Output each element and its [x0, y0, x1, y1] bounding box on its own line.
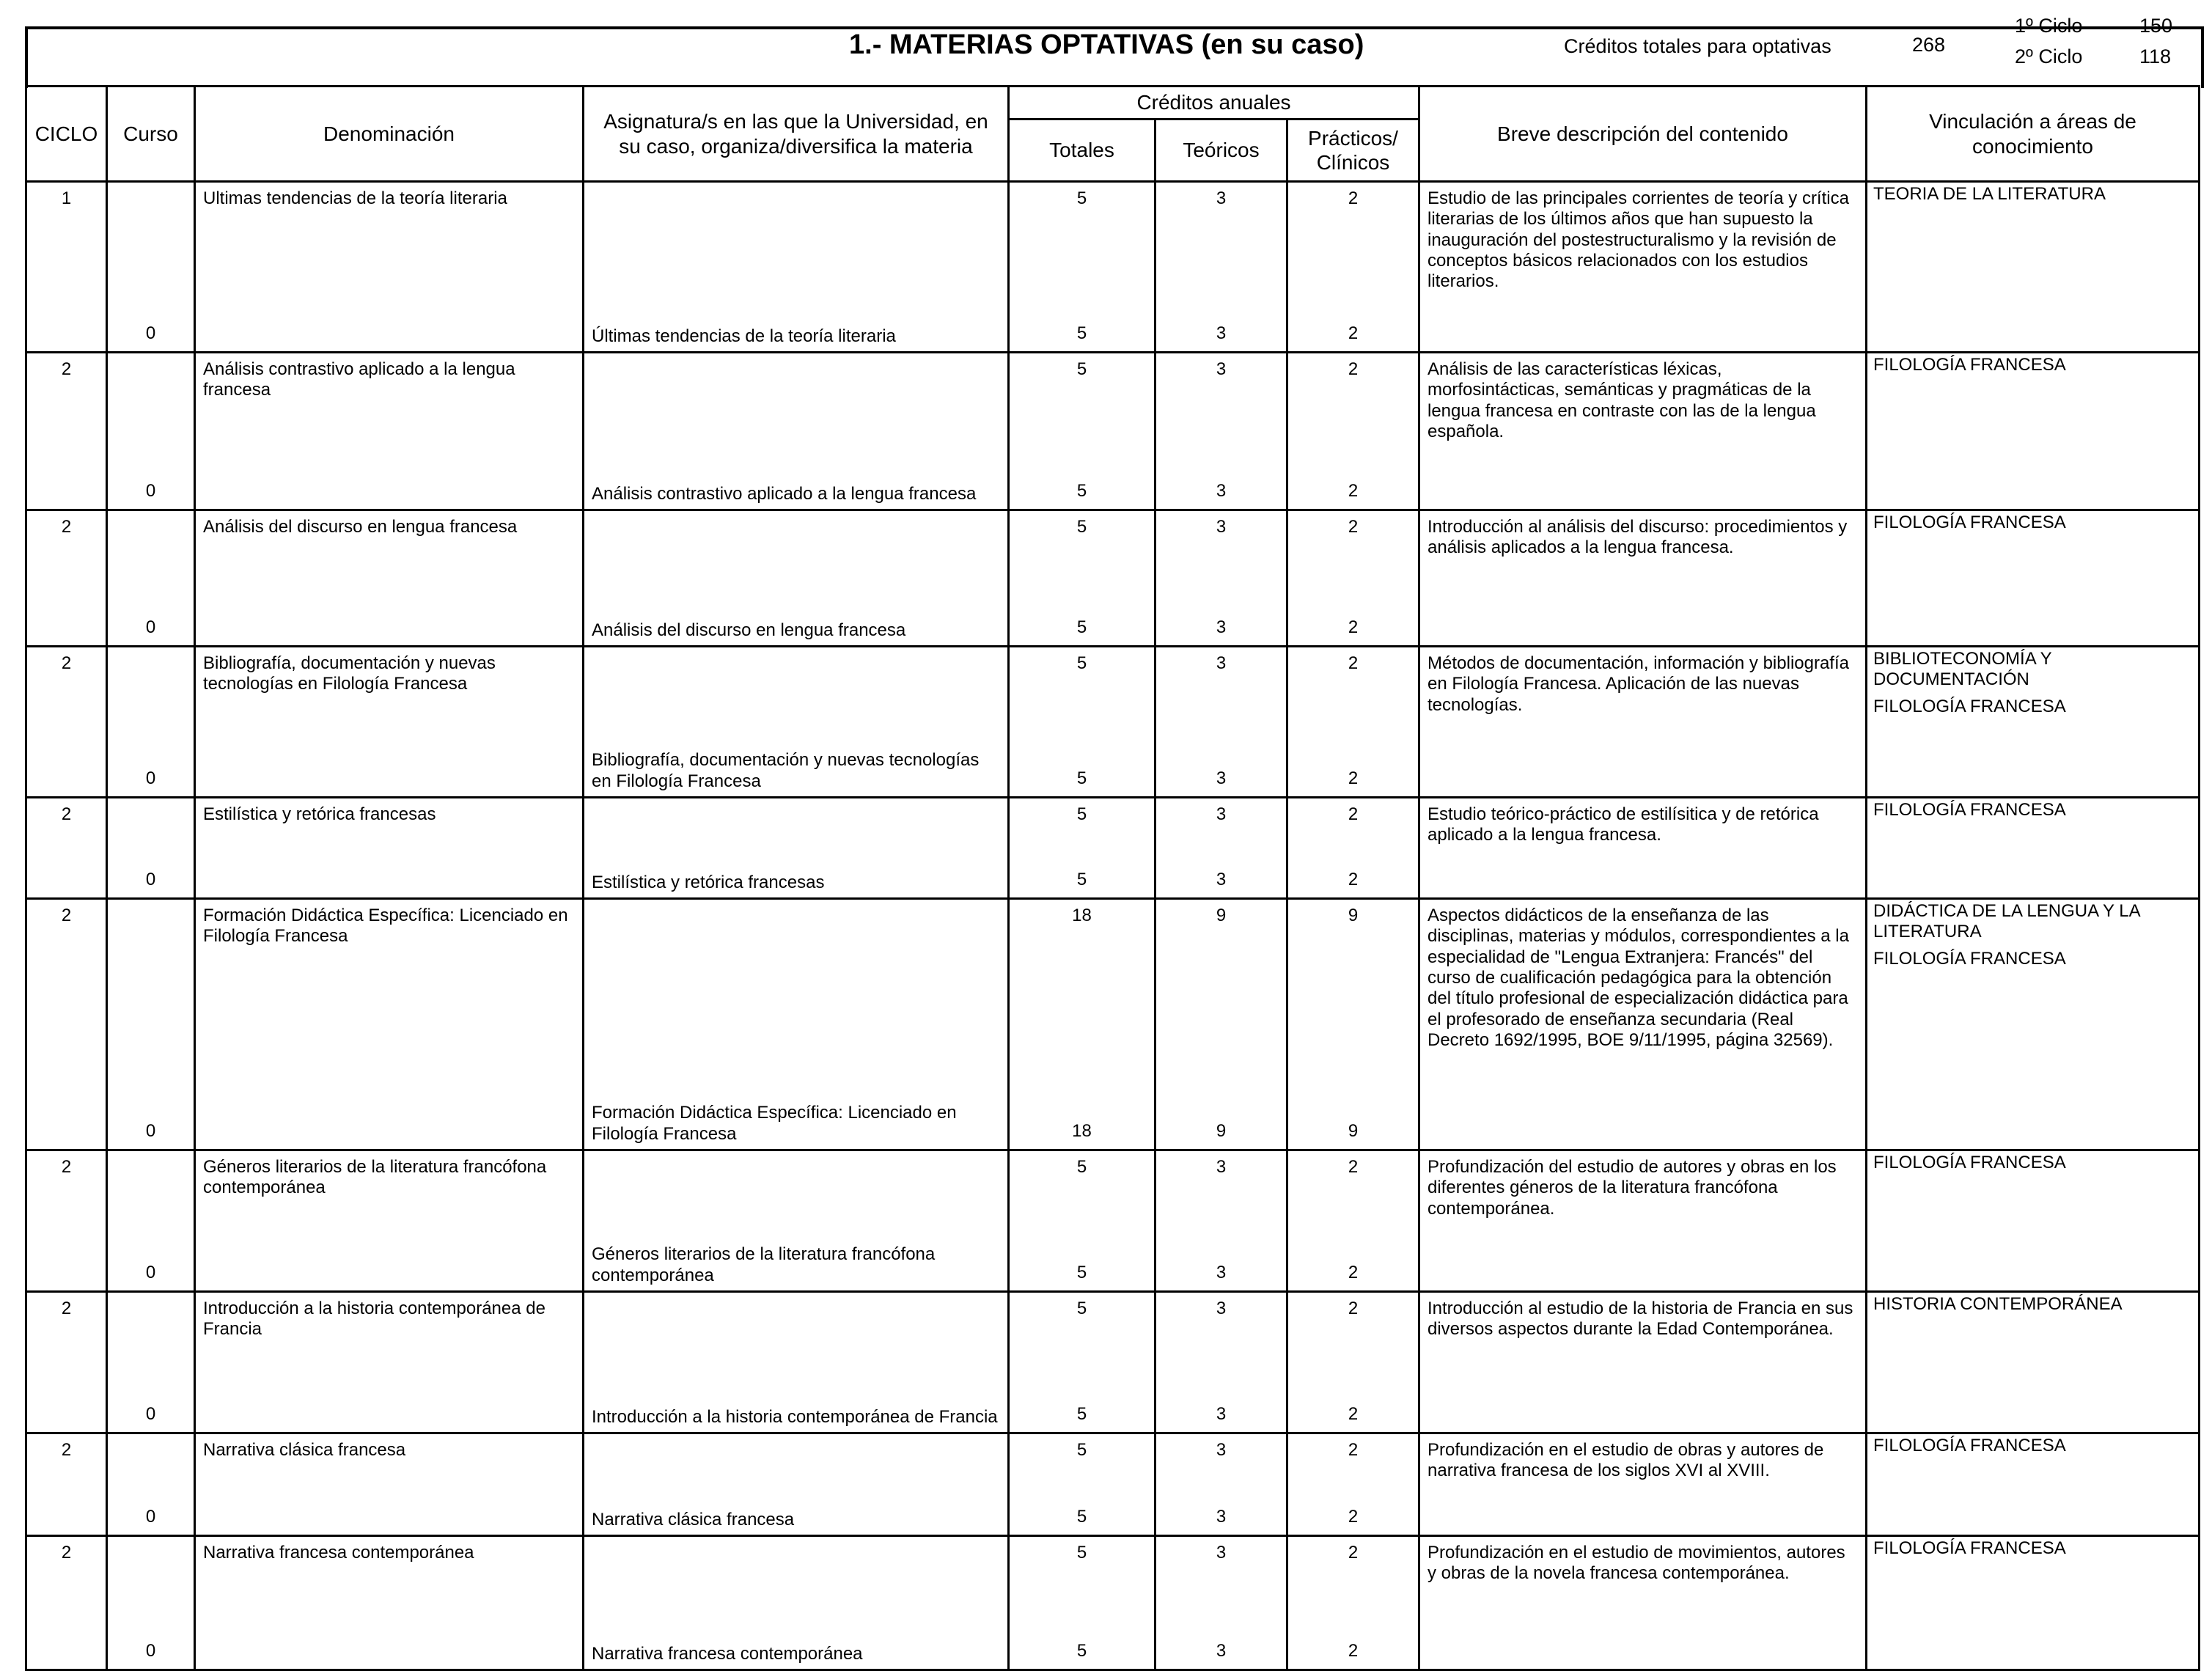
denominacion-text: Narrativa clásica francesa	[203, 1440, 406, 1460]
teoricos-value: 3	[1216, 1543, 1227, 1562]
curso-value: 0	[145, 323, 156, 343]
descripcion-cell	[1419, 182, 1867, 353]
area-primary: BIBLIOTECONOMÍA Y DOCUMENTACIÓN	[1873, 649, 2052, 690]
teoricos-value: 3	[1216, 804, 1227, 824]
totales-value: 5	[1076, 359, 1087, 379]
descripcion-text: Introducción al estudio de la historia de Francia en sus diversos aspectos durante la Edad Contemporánea.	[1427, 1299, 1853, 1340]
denominacion-cell	[195, 1433, 584, 1536]
col-curso: Curso	[107, 87, 195, 182]
col-ciclo: CICLO	[26, 87, 107, 182]
col-totales: Totales	[1009, 120, 1155, 182]
asig-teoricos-value: 3	[1216, 1262, 1227, 1282]
table-row	[26, 899, 2200, 1150]
ciclo-cell	[26, 353, 107, 510]
area-primary: HISTORIA CONTEMPORÁNEA	[1873, 1294, 2123, 1314]
asignatura-cell	[584, 182, 1009, 353]
totales-value: 5	[1076, 804, 1087, 824]
area-text	[1873, 355, 2192, 381]
curso-cell	[107, 1150, 195, 1292]
asig-totales-value: 5	[1076, 869, 1087, 889]
teoricos-value: 3	[1216, 188, 1227, 208]
practicos-cell	[1287, 1292, 1419, 1433]
area-text	[1873, 1538, 2192, 1565]
descripcion-cell	[1419, 1433, 1867, 1536]
descripcion-cell	[1419, 1536, 1867, 1670]
totales-value: 5	[1076, 1543, 1087, 1562]
curso-value: 0	[145, 1120, 156, 1141]
totales-cell	[1009, 647, 1155, 798]
asignatura-cell	[584, 798, 1009, 899]
area-text	[1873, 513, 2192, 539]
curso-cell	[107, 182, 195, 353]
ciclo-value: 2	[61, 1299, 72, 1318]
curso-cell	[107, 510, 195, 647]
asignatura-text: Últimas tendencias de la teoría literaria	[592, 326, 896, 346]
teoricos-cell	[1155, 1536, 1287, 1670]
practicos-value: 2	[1348, 1157, 1359, 1177]
asig-totales-value: 5	[1076, 1403, 1087, 1424]
teoricos-value: 3	[1216, 1157, 1227, 1177]
descripcion-cell	[1419, 510, 1867, 647]
ciclo-cell	[26, 182, 107, 353]
asig-teoricos-value: 3	[1216, 323, 1227, 343]
teoricos-value: 3	[1216, 359, 1227, 379]
curso-value: 0	[145, 869, 156, 889]
ciclo-cell	[26, 647, 107, 798]
asignatura-text: Narrativa francesa contemporánea	[592, 1643, 863, 1664]
asig-totales-value: 5	[1076, 480, 1087, 501]
cycle2-value: 118	[2139, 45, 2172, 67]
teoricos-value: 3	[1216, 653, 1227, 673]
denominacion-text: Introducción a la historia contemporánea de Francia	[203, 1299, 545, 1340]
curso-cell	[107, 1536, 195, 1670]
vinculacion-cell	[1867, 899, 2200, 1150]
ciclo-value: 1	[61, 188, 72, 208]
practicos-cell	[1287, 647, 1419, 798]
teoricos-cell	[1155, 798, 1287, 899]
col-practicos: Prácticos/ Clínicos	[1287, 120, 1419, 182]
table-row	[26, 798, 2200, 899]
asig-totales-value: 5	[1076, 768, 1087, 788]
asig-totales-value: 5	[1076, 1262, 1087, 1282]
teoricos-cell	[1155, 353, 1287, 510]
ciclo-value: 2	[61, 1440, 72, 1460]
asig-practicos-value: 2	[1348, 869, 1359, 889]
practicos-value: 2	[1348, 1299, 1359, 1318]
descripcion-cell	[1419, 899, 1867, 1150]
area-text	[1873, 1153, 2192, 1179]
asignatura-cell	[584, 1536, 1009, 1670]
asig-totales-value: 5	[1076, 1640, 1087, 1661]
asig-totales-value: 5	[1076, 1506, 1087, 1527]
practicos-value: 2	[1348, 517, 1359, 537]
asignatura-cell	[584, 1433, 1009, 1536]
area-primary: FILOLOGÍA FRANCESA	[1873, 1538, 2066, 1558]
denominacion-cell	[195, 647, 584, 798]
ciclo-cell	[26, 899, 107, 1150]
asig-practicos-value: 2	[1348, 1640, 1359, 1661]
descripcion-text: Profundización del estudio de autores y obras en los diferentes géneros de la literatura francófona contemporánea.	[1427, 1157, 1837, 1219]
asignatura-text: Análisis contrastivo aplicado a la lengua francesa	[592, 483, 977, 504]
asig-teoricos-value: 9	[1216, 1120, 1227, 1141]
document-page	[25, 15, 2202, 1664]
descripcion-cell	[1419, 647, 1867, 798]
curso-cell	[107, 353, 195, 510]
table-row	[26, 510, 2200, 647]
ciclo-value: 2	[61, 359, 72, 379]
asignatura-text: Géneros literarios de la literatura francófona contemporánea	[592, 1244, 936, 1285]
curso-cell	[107, 1433, 195, 1536]
descripcion-cell	[1419, 798, 1867, 899]
curso-value: 0	[145, 768, 156, 788]
asignatura-cell	[584, 647, 1009, 798]
vinculacion-cell	[1867, 1292, 2200, 1433]
curso-cell	[107, 899, 195, 1150]
totales-cell	[1009, 182, 1155, 353]
asignatura-cell	[584, 1150, 1009, 1292]
teoricos-cell	[1155, 647, 1287, 798]
asig-totales-value: 5	[1076, 323, 1087, 343]
curso-value: 0	[145, 480, 156, 501]
asig-practicos-value: 2	[1348, 1262, 1359, 1282]
descripcion-text: Métodos de documentación, información y bibliografía en Filología Francesa. Aplicación de las nuevas tecnologías.	[1427, 653, 1849, 715]
practicos-value: 2	[1348, 804, 1359, 824]
asig-teoricos-value: 3	[1216, 1403, 1227, 1424]
vinculacion-cell	[1867, 1536, 2200, 1670]
totales-value: 5	[1076, 188, 1087, 208]
table-row	[26, 1292, 2200, 1433]
col-creditos: Créditos anuales	[1009, 87, 1419, 120]
denominacion-text: Géneros literarios de la literatura francófona contemporánea	[203, 1157, 547, 1198]
curso-value: 0	[145, 1262, 156, 1282]
totales-value: 5	[1076, 1299, 1087, 1318]
denominacion-cell	[195, 182, 584, 353]
practicos-cell	[1287, 510, 1419, 647]
ciclo-cell	[26, 1536, 107, 1670]
area-text	[1873, 800, 2192, 826]
curso-cell	[107, 798, 195, 899]
asig-practicos-value: 2	[1348, 323, 1359, 343]
ciclo-cell	[26, 798, 107, 899]
practicos-cell	[1287, 182, 1419, 353]
denominacion-text: Bibliografía, documentación y nuevas tecnologías en Filología Francesa	[203, 653, 496, 694]
table-row	[26, 1536, 2200, 1670]
descripcion-cell	[1419, 353, 1867, 510]
col-descripcion: Breve descripción del contenido	[1419, 87, 1867, 182]
practicos-cell	[1287, 1536, 1419, 1670]
denominacion-cell	[195, 798, 584, 899]
descripcion-text: Profundización en el estudio de obras y autores de narrativa francesa de los siglos XVI al XVIII.	[1427, 1440, 1824, 1481]
vinculacion-cell	[1867, 510, 2200, 647]
col-vinculacion: Vinculación a áreas de conocimiento	[1867, 87, 2200, 182]
practicos-value: 9	[1348, 906, 1359, 925]
asignatura-cell	[584, 510, 1009, 647]
table-row	[26, 1150, 2200, 1292]
area-text	[1873, 1294, 2192, 1321]
denominacion-cell	[195, 1536, 584, 1670]
area-primary: FILOLOGÍA FRANCESA	[1873, 1436, 2066, 1455]
ciclo-cell	[26, 510, 107, 647]
asig-practicos-value: 2	[1348, 480, 1359, 501]
teoricos-cell	[1155, 182, 1287, 353]
area-text	[1873, 649, 2192, 717]
asig-totales-value: 5	[1076, 617, 1087, 637]
vinculacion-cell	[1867, 647, 2200, 798]
asig-practicos-value: 2	[1348, 1506, 1359, 1527]
cycle2-label: 2º Ciclo	[2015, 45, 2083, 67]
totales-value: 5	[1076, 1157, 1087, 1177]
denominacion-text: Estilística y retórica francesas	[203, 804, 436, 824]
totales-value: 5	[1076, 653, 1087, 673]
area-text	[1873, 901, 2192, 969]
teoricos-value: 3	[1216, 517, 1227, 537]
teoricos-cell	[1155, 1433, 1287, 1536]
practicos-cell	[1287, 1150, 1419, 1292]
asig-teoricos-value: 3	[1216, 768, 1227, 788]
area-primary: FILOLOGÍA FRANCESA	[1873, 513, 2066, 532]
practicos-cell	[1287, 353, 1419, 510]
ciclo-value: 2	[61, 1157, 72, 1177]
ciclo-cell	[26, 1292, 107, 1433]
table-row	[26, 182, 2200, 353]
title-bar	[25, 15, 2204, 88]
ciclo-value: 2	[61, 906, 72, 925]
asignatura-cell	[584, 1292, 1009, 1433]
asig-teoricos-value: 3	[1216, 1506, 1227, 1527]
descripcion-text: Estudio teórico-práctico de estilísitica y de retórica aplicado a la lengua francesa.	[1427, 804, 1819, 845]
denominacion-cell	[195, 899, 584, 1150]
totales-cell	[1009, 510, 1155, 647]
table-row	[26, 647, 2200, 798]
cycle1-label: 1º Ciclo	[2015, 15, 2083, 37]
area-primary: TEORIA DE LA LITERATURA	[1873, 184, 2106, 204]
vinculacion-cell	[1867, 353, 2200, 510]
ciclo-value: 2	[61, 1543, 72, 1562]
ciclo-value: 2	[61, 517, 72, 537]
ciclo-cell	[26, 1150, 107, 1292]
asignatura-cell	[584, 899, 1009, 1150]
area-text	[1873, 184, 2192, 210]
teoricos-value: 3	[1216, 1440, 1227, 1460]
totales-cell	[1009, 353, 1155, 510]
totales-cell	[1009, 1536, 1155, 1670]
practicos-cell	[1287, 899, 1419, 1150]
totales-value: 5	[1076, 517, 1087, 537]
descripcion-cell	[1419, 1150, 1867, 1292]
area-secondary: FILOLOGÍA FRANCESA	[1873, 948, 2066, 969]
totales-value: 5	[1076, 1440, 1087, 1460]
total-credits-value: 268	[1912, 34, 1946, 56]
area-primary: FILOLOGÍA FRANCESA	[1873, 1153, 2066, 1172]
denominacion-cell	[195, 353, 584, 510]
asig-practicos-value: 9	[1348, 1120, 1359, 1141]
asignatura-text: Análisis del discurso en lengua francesa	[592, 620, 906, 640]
denominacion-text: Ultimas tendencias de la teoría literaria	[203, 188, 507, 208]
totales-cell	[1009, 899, 1155, 1150]
vinculacion-cell	[1867, 1150, 2200, 1292]
denominacion-cell	[195, 1292, 584, 1433]
page-title: 1.- MATERIAS OPTATIVAS (en su caso)	[849, 29, 1364, 60]
asig-practicos-value: 2	[1348, 1403, 1359, 1424]
table-row	[26, 1433, 2200, 1536]
asig-practicos-value: 2	[1348, 617, 1359, 637]
area-primary: FILOLOGÍA FRANCESA	[1873, 355, 2066, 375]
denominacion-text: Análisis del discurso en lengua francesa	[203, 517, 518, 537]
totales-cell	[1009, 1433, 1155, 1536]
optativas-table	[25, 85, 2200, 1671]
asignatura-text: Introducción a la historia contemporánea de Francia	[592, 1406, 998, 1427]
descripcion-text: Aspectos didácticos de la enseñanza de las disciplinas, materias y módulos, correspondientes a la especialidad de "Lengua Extranjera: Francés" del curso de cualificación pedagógica para la obtención del título profesional de especialización didáctica para el profesorado de enseñanza secundaria (Real Decreto 1692/1995, BOE 9/11/1995, página 32569).	[1427, 906, 1849, 1050]
asignatura-cell	[584, 353, 1009, 510]
practicos-value: 2	[1348, 653, 1359, 673]
total-credits-label: Créditos totales para optativas	[1564, 35, 1831, 57]
teoricos-cell	[1155, 1150, 1287, 1292]
ciclo-cell	[26, 1433, 107, 1536]
col-asignatura: Asignatura/s en las que la Universidad, en su caso, organiza/diversifica la materia	[584, 87, 1009, 182]
vinculacion-cell	[1867, 798, 2200, 899]
curso-value: 0	[145, 617, 156, 637]
curso-cell	[107, 1292, 195, 1433]
area-secondary: FILOLOGÍA FRANCESA	[1873, 696, 2066, 716]
teoricos-value: 9	[1216, 906, 1227, 925]
curso-value: 0	[145, 1403, 156, 1424]
teoricos-value: 3	[1216, 1299, 1227, 1318]
asig-practicos-value: 2	[1348, 768, 1359, 788]
ciclo-value: 2	[61, 804, 72, 824]
teoricos-cell	[1155, 899, 1287, 1150]
asignatura-text: Narrativa clásica francesa	[592, 1509, 795, 1529]
practicos-value: 2	[1348, 188, 1359, 208]
descripcion-cell	[1419, 1292, 1867, 1433]
curso-cell	[107, 647, 195, 798]
practicos-value: 2	[1348, 1440, 1359, 1460]
descripcion-text: Estudio de las principales corrientes de teoría y crítica literarias de los últimos años que han supuesto la inauguración del postestructuralismo y la revisión de conceptos básicos relacionados con los estudios literarios.	[1427, 188, 1849, 292]
totales-value: 18	[1072, 906, 1092, 925]
asig-teoricos-value: 3	[1216, 1640, 1227, 1661]
asignatura-text: Bibliografía, documentación y nuevas tecnologías en Filología Francesa	[592, 750, 980, 791]
asig-teoricos-value: 3	[1216, 869, 1227, 889]
totales-cell	[1009, 1292, 1155, 1433]
teoricos-cell	[1155, 510, 1287, 647]
practicos-value: 2	[1348, 359, 1359, 379]
asignatura-text: Formación Didáctica Específica: Licenciado en Filología Francesa	[592, 1103, 957, 1144]
curso-value: 0	[145, 1506, 156, 1527]
totales-cell	[1009, 1150, 1155, 1292]
asig-teoricos-value: 3	[1216, 480, 1227, 501]
descripcion-text: Análisis de las características léxicas, morfosintácticas, semánticas y pragmáticas de la lengua francesa en contraste con las de la lengua española.	[1427, 359, 1816, 441]
practicos-cell	[1287, 1433, 1419, 1536]
col-denominacion: Denominación	[195, 87, 584, 182]
descripcion-text: Profundización en el estudio de movimientos, autores y obras de la novela francesa contemporánea.	[1427, 1543, 1845, 1584]
table-row	[26, 353, 2200, 510]
asig-totales-value: 18	[1072, 1120, 1092, 1141]
vinculacion-cell	[1867, 182, 2200, 353]
denominacion-text: Análisis contrastivo aplicado a la lengua francesa	[203, 359, 515, 400]
ciclo-value: 2	[61, 653, 72, 673]
denominacion-text: Formación Didáctica Específica: Licenciado en Filología Francesa	[203, 906, 568, 947]
vinculacion-cell	[1867, 1433, 2200, 1536]
practicos-value: 2	[1348, 1543, 1359, 1562]
area-text	[1873, 1436, 2192, 1462]
descripcion-text: Introducción al análisis del discurso: procedimientos y análisis aplicados a la lengua francesa.	[1427, 517, 1848, 558]
denominacion-cell	[195, 1150, 584, 1292]
curso-value: 0	[145, 1640, 156, 1661]
teoricos-cell	[1155, 1292, 1287, 1433]
area-primary: FILOLOGÍA FRANCESA	[1873, 800, 2066, 820]
denominacion-text: Narrativa francesa contemporánea	[203, 1543, 474, 1562]
asig-teoricos-value: 3	[1216, 617, 1227, 637]
col-teoricos: Teóricos	[1155, 120, 1287, 182]
denominacion-cell	[195, 510, 584, 647]
practicos-cell	[1287, 798, 1419, 899]
asignatura-text: Estilística y retórica francesas	[592, 872, 825, 892]
area-primary: DIDÁCTICA DE LA LENGUA Y LA LITERATURA	[1873, 901, 2140, 942]
cycle1-value: 150	[2139, 15, 2173, 37]
totales-cell	[1009, 798, 1155, 899]
